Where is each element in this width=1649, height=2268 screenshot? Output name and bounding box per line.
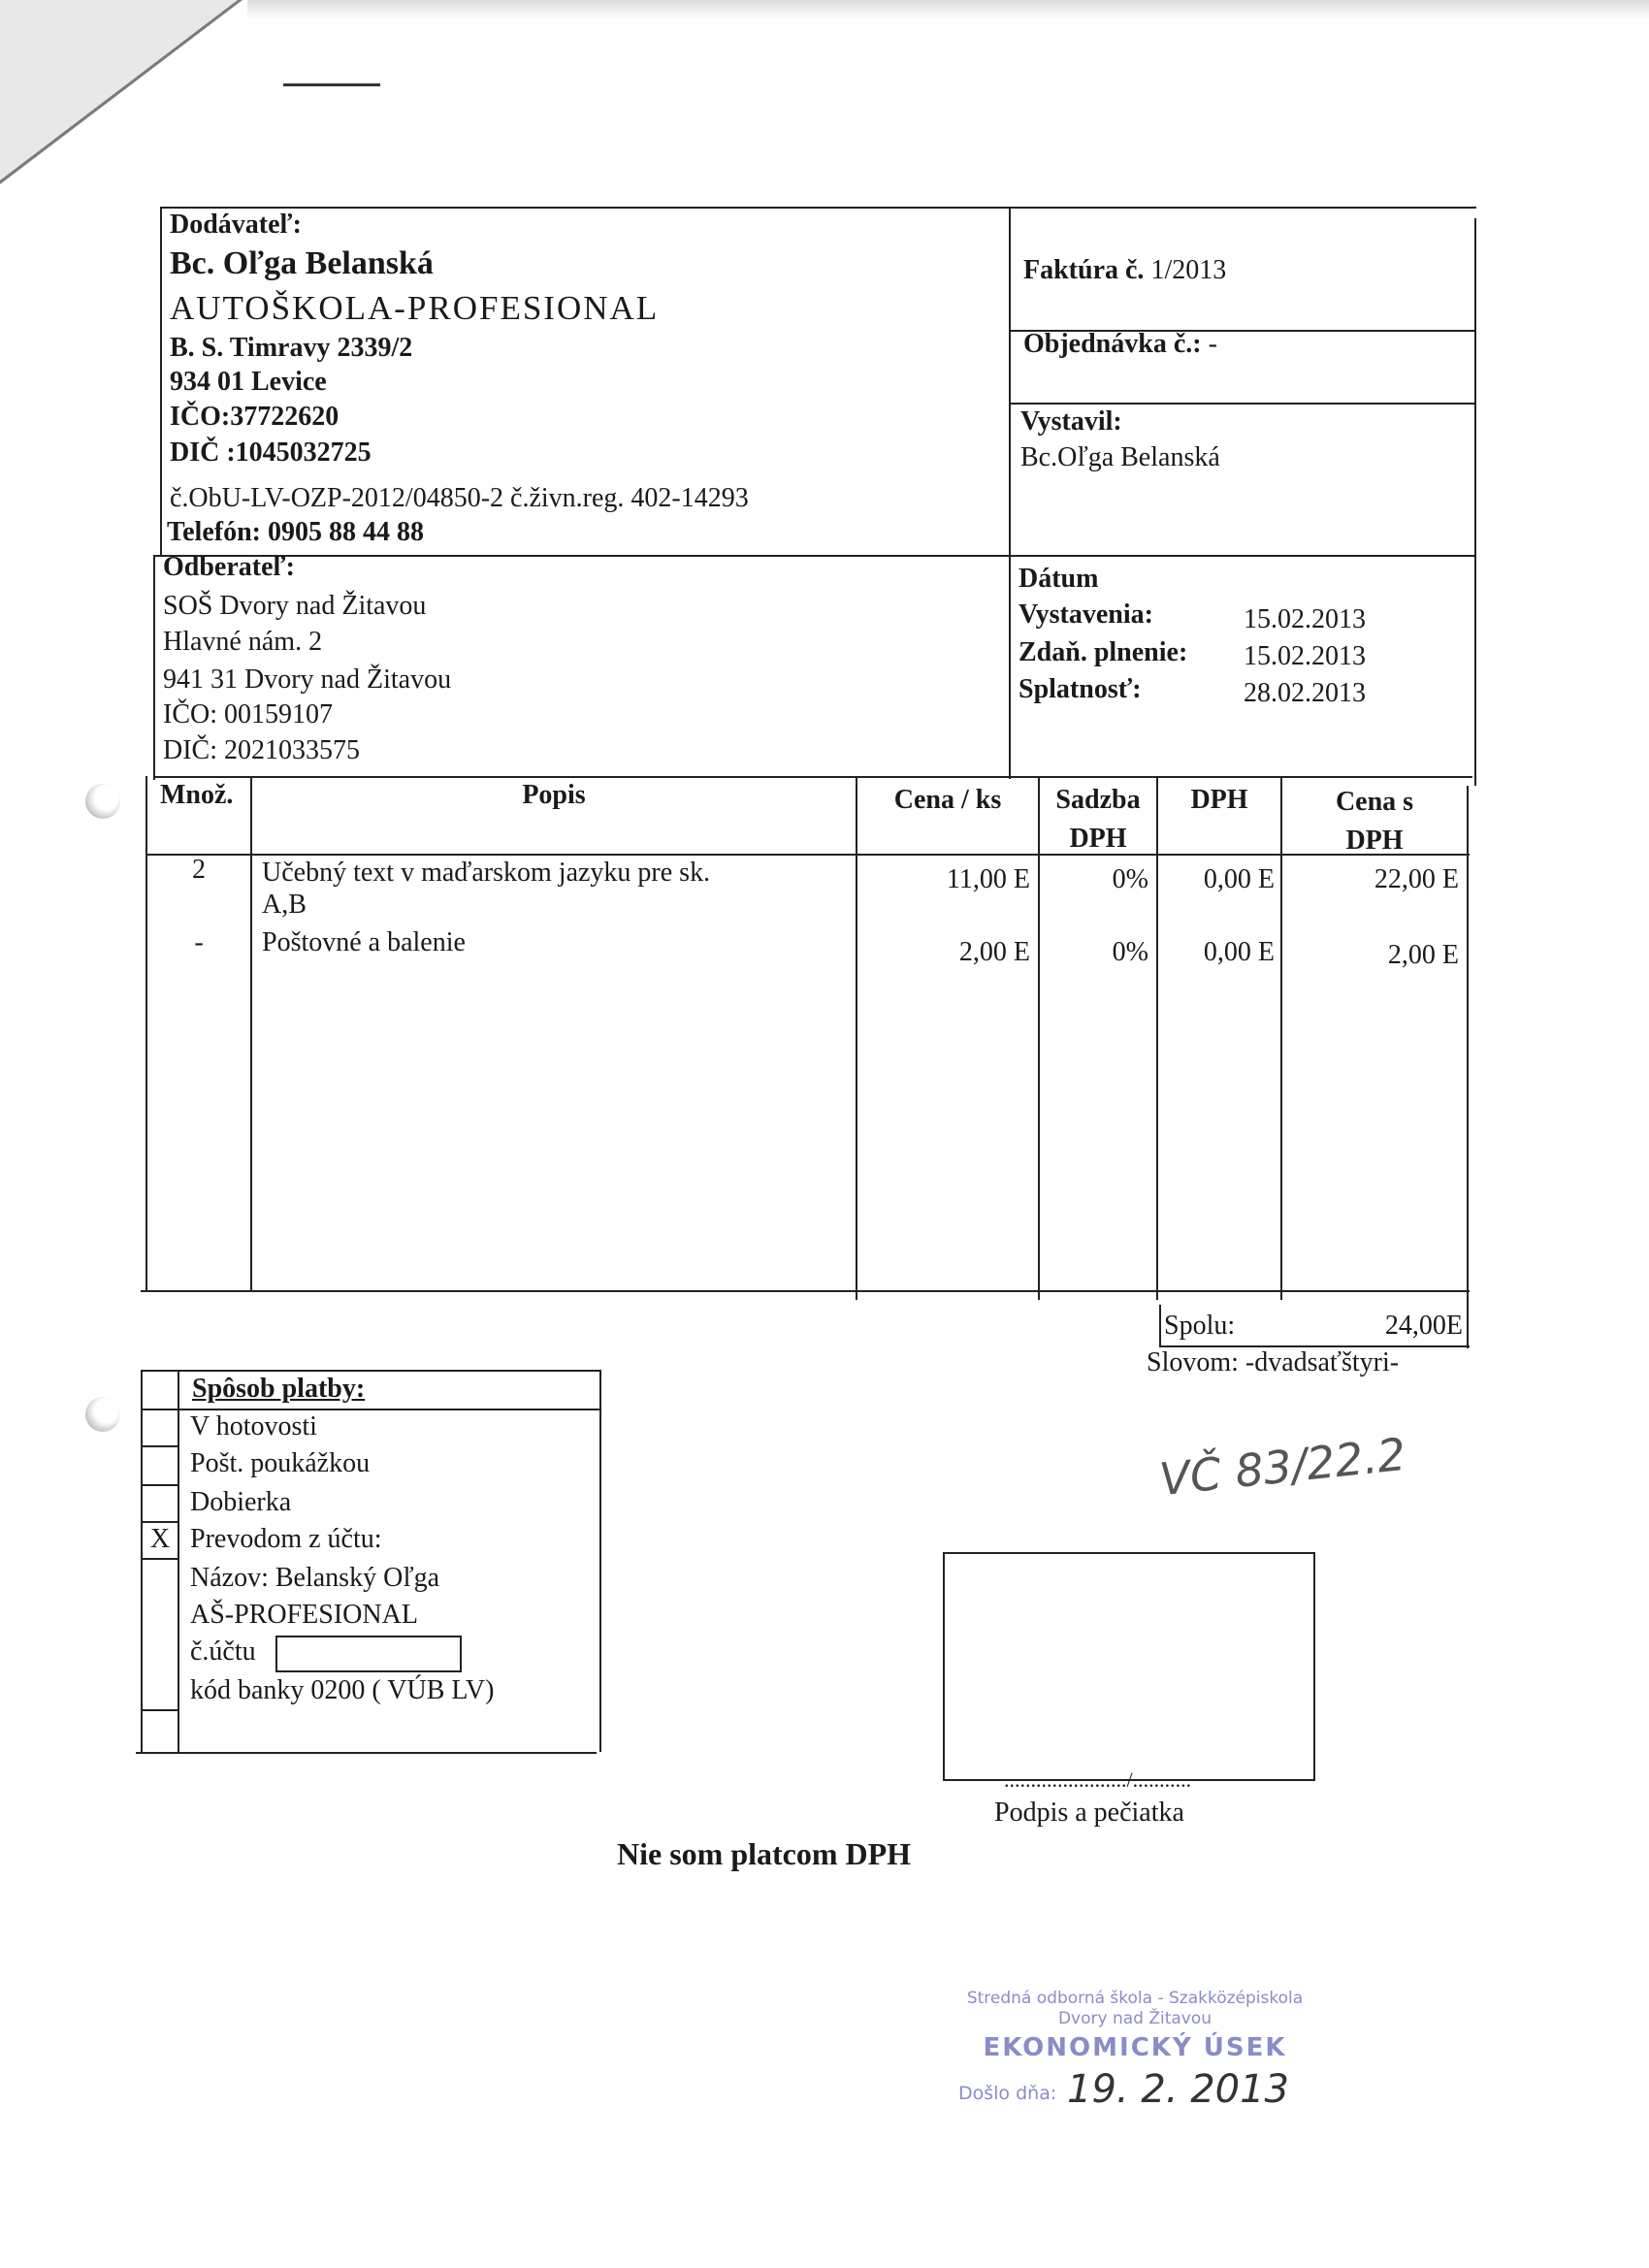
customer-ico: IČO: 00159107 — [163, 699, 333, 729]
payment-heading: Spôsob platby: — [192, 1374, 366, 1404]
supplier-company: AUTOŠKOLA-PROFESIONAL — [170, 289, 660, 327]
header-right-line — [1474, 218, 1476, 786]
items-table-bottom-line — [141, 1290, 1470, 1292]
payment-mark-line-4 — [141, 1558, 178, 1560]
items-table-top-line — [153, 776, 1472, 778]
payment-left-line — [141, 1370, 143, 1752]
customer-left-line — [153, 555, 155, 780]
account-number-redacted — [275, 1636, 462, 1672]
supplier-ico: IČO:37722620 — [170, 402, 340, 432]
date-value-issued: 15.02.2013 — [1244, 604, 1366, 634]
issued-by-label: Vystavil: — [1020, 406, 1122, 437]
col-header-vat: DPH — [1190, 785, 1248, 815]
row1-price: 11,00 E — [946, 864, 1030, 894]
not-vat-payer-note: Nie som platcom DPH — [617, 1836, 912, 1871]
payment-account-name-line2: AŠ-PROFESIONAL — [190, 1600, 418, 1630]
order-label: Objednávka č.: — [1023, 329, 1202, 359]
invoice-number-label: Faktúra č. — [1023, 255, 1145, 285]
order-value: - — [1208, 329, 1217, 359]
row2-desc-line1: Poštovné a balenie — [262, 927, 466, 957]
col-header-rate-line2: DPH — [1069, 824, 1127, 854]
date-label-issued: Vystavenia: — [1018, 599, 1153, 630]
items-table-header-line — [146, 854, 1470, 856]
punch-hole-bottom — [85, 1397, 120, 1432]
supplier-city: 934 01 Levice — [170, 367, 327, 397]
header-divider-line — [1009, 207, 1011, 779]
payment-mark-line-2 — [141, 1484, 178, 1486]
supplier-phone: Telefón: 0905 88 44 88 — [167, 517, 424, 547]
customer-heading: Odberateľ: — [163, 552, 295, 582]
payment-option-postal: Pošt. poukážkou — [190, 1448, 371, 1478]
order-number — [1023, 328, 1217, 361]
payment-mark-col-line — [178, 1370, 179, 1752]
issued-by-value: Bc.Oľga Belanská — [1020, 442, 1220, 472]
items-col-right — [1467, 786, 1469, 1348]
date-label-due: Splatnosť: — [1018, 674, 1142, 704]
col-header-desc: Popis — [522, 780, 586, 810]
payment-top-line — [141, 1370, 601, 1372]
header-top-line — [160, 207, 1476, 209]
date-label-taxable: Zdaň. plnenie: — [1018, 637, 1188, 667]
row2-rate: 0% — [1112, 937, 1148, 967]
col-header-total-line1: Cena s — [1335, 787, 1414, 817]
payment-option-cod: Dobierka — [190, 1487, 292, 1517]
date-value-due: 28.02.2013 — [1244, 678, 1366, 708]
supplier-registration: č.ObU-LV-OZP-2012/04850-2 č.živn.reg. 402-14293 — [170, 483, 749, 513]
supplier-customer-divider — [153, 555, 1476, 557]
header-left-line — [160, 207, 162, 556]
payment-account-name-line1: Názov: Belanský Oľga — [190, 1563, 440, 1593]
payment-bank-code: kód banky 0200 ( VÚB LV) — [190, 1675, 495, 1705]
scan-mark — [283, 83, 380, 86]
dates-heading: Dátum — [1018, 564, 1099, 594]
row1-rate: 0% — [1112, 864, 1148, 894]
row1-vat: 0,00 E — [1203, 864, 1275, 894]
sum-value: 24,00E — [1384, 1311, 1463, 1341]
col-header-rate-line1: Sadzba — [1055, 785, 1141, 815]
payment-account-no-label: č.účtu — [190, 1636, 256, 1667]
row1-total: 22,00 E — [1374, 864, 1459, 894]
payment-mark-transfer: X — [149, 1524, 171, 1554]
payment-right-line — [599, 1370, 601, 1752]
payment-mark-line-5 — [141, 1709, 178, 1711]
signature-label: Podpis a pečiatka — [994, 1798, 1184, 1828]
punch-hole-top — [85, 784, 120, 819]
col-header-qty: Množ. — [160, 780, 234, 810]
row2-total: 2,00 E — [1387, 940, 1459, 970]
row2-price: 2,00 E — [958, 937, 1030, 967]
payment-option-transfer: Prevodom z účtu: — [190, 1524, 382, 1554]
row1-qty: 2 — [192, 855, 206, 885]
customer-street: Hlavné nám. 2 — [163, 627, 323, 657]
items-col-desc — [856, 776, 857, 1300]
payment-mark-line-1 — [141, 1445, 178, 1447]
supplier-street: B. S. Timravy 2339/2 — [170, 333, 413, 363]
invoice-number-value: 1/2013 — [1150, 255, 1227, 285]
handwritten-note: VČ 83/22.2 — [1156, 1427, 1408, 1507]
items-col-rate — [1156, 776, 1158, 1300]
sum-label: Spolu: — [1164, 1311, 1236, 1341]
customer-dic: DIČ: 2021033575 — [163, 735, 360, 765]
row1-desc-line1: Učebný text v maďarskom jazyku pre sk. — [262, 858, 711, 888]
supplier-name: Bc. Oľga Belanská — [170, 245, 434, 281]
customer-name: SOŠ Dvory nad Žitavou — [163, 591, 427, 621]
folded-corner-inner — [0, 0, 238, 180]
items-col-qty — [250, 776, 252, 1290]
invoice-number — [1023, 254, 1226, 287]
stamp-school-name: Stredná odborná škola - Szakközépiskola — [966, 1989, 1304, 2008]
signature-dots: ......................./........... — [1004, 1767, 1192, 1792]
col-header-total-line2: DPH — [1345, 826, 1404, 856]
stamp-school-town: Dvory nad Žitavou — [1057, 2009, 1212, 2028]
supplier-dic: DIČ :1045032725 — [170, 437, 372, 468]
supplier-heading: Dodávateľ: — [170, 210, 302, 240]
row1-desc-line2: A,B — [262, 890, 307, 920]
customer-city: 941 31 Dvory nad Žitavou — [163, 664, 452, 695]
payment-bottom-line — [136, 1752, 597, 1754]
stamp-department: EKONOMICKÝ ÚSEK — [983, 2033, 1287, 2062]
page-top-edge — [247, 0, 1649, 19]
row2-vat: 0,00 E — [1203, 937, 1275, 967]
sum-left-line — [1159, 1305, 1161, 1345]
signature-box — [943, 1552, 1315, 1781]
stamp-received-label: Došlo dňa: — [958, 2083, 1057, 2104]
col-header-price: Cena / ks — [893, 785, 1002, 815]
row2-qty: - — [194, 927, 204, 957]
stamp-received-date: 19. 2. 2013 — [1067, 2067, 1290, 2112]
sum-in-words: Slovom: -dvadsaťštyri- — [1147, 1347, 1400, 1377]
order-divider — [1009, 403, 1476, 405]
payment-option-cash: V hotovosti — [190, 1411, 317, 1442]
date-value-taxable: 15.02.2013 — [1244, 641, 1366, 671]
